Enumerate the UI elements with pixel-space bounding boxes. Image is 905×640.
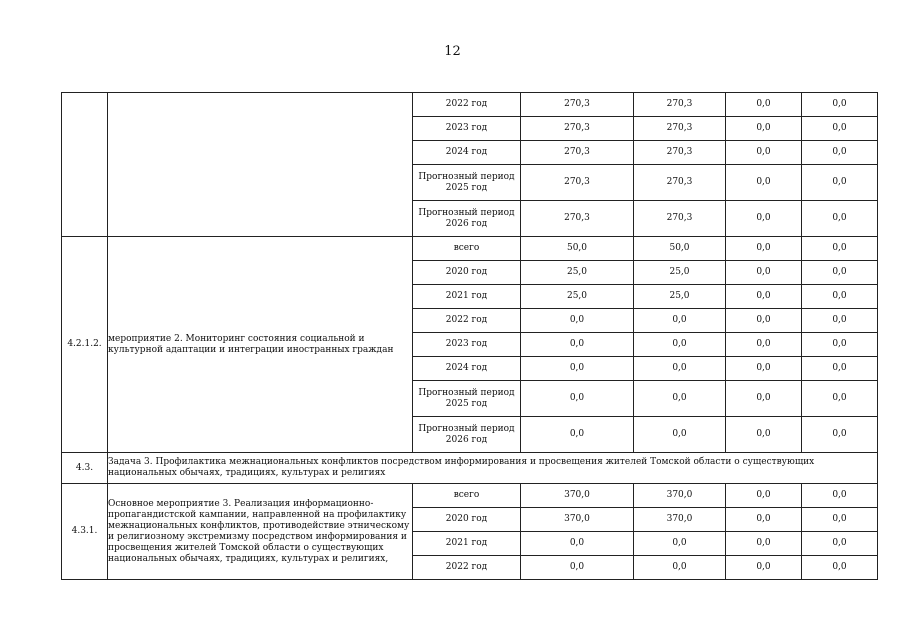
task-text: Задача 3. Профилактика межнациональных конфликтов посредством информирования и просвещения жителей Томской области о существующих национальных обычаях, традициях, культурах и религиях [108,453,878,484]
value-cell: 0,0 [726,532,802,556]
value-cell: 0,0 [726,165,802,201]
value-cell: 270,3 [634,141,726,165]
value-cell: 0,0 [726,333,802,357]
value-cell: 0,0 [521,532,634,556]
value-cell: 270,3 [521,141,634,165]
period-cell: 2020 год [413,261,521,285]
value-cell: 0,0 [726,381,802,417]
value-cell: 0,0 [802,381,878,417]
value-cell: 270,3 [521,93,634,117]
period-cell: Прогнозный период 2026 год [413,417,521,453]
period-cell: 2021 год [413,285,521,309]
value-cell: 0,0 [634,532,726,556]
period-cell: Прогнозный период 2026 год [413,201,521,237]
value-cell: 370,0 [634,484,726,508]
value-cell: 370,0 [634,508,726,532]
value-cell: 0,0 [802,165,878,201]
value-cell: 0,0 [802,417,878,453]
value-cell: 0,0 [726,508,802,532]
value-cell: 0,0 [802,93,878,117]
value-cell: 270,3 [634,165,726,201]
period-cell: всего [413,484,521,508]
value-cell: 0,0 [802,201,878,237]
value-cell: 0,0 [726,141,802,165]
row-description: Основное мероприятие 3. Реализация информационно-пропагандистской кампании, направленной на профилактику межнациональных конфликтов, противодействие этническому и религиозному экстремизму посредством информирования и просвещения жителей Томской области о существующих национальных обычаях, традициях, культурах и религиях, [108,484,413,580]
value-cell: 0,0 [634,333,726,357]
value-cell: 0,0 [521,556,634,580]
value-cell: 0,0 [726,484,802,508]
table-row [62,484,878,508]
value-cell: 270,3 [634,93,726,117]
value-cell: 25,0 [521,285,634,309]
table-row [62,237,878,261]
value-cell: 0,0 [802,556,878,580]
value-cell: 270,3 [521,117,634,141]
value-cell: 0,0 [634,357,726,381]
value-cell: 0,0 [634,417,726,453]
value-cell: 0,0 [521,309,634,333]
value-cell: 25,0 [634,261,726,285]
value-cell: 0,0 [726,556,802,580]
value-cell: 0,0 [521,333,634,357]
value-cell: 0,0 [802,357,878,381]
period-cell: 2021 год [413,532,521,556]
value-cell: 370,0 [521,508,634,532]
value-cell: 0,0 [726,93,802,117]
value-cell: 0,0 [802,532,878,556]
value-cell: 0,0 [726,357,802,381]
value-cell: 0,0 [802,285,878,309]
value-cell: 0,0 [802,237,878,261]
value-cell: 0,0 [802,484,878,508]
value-cell: 0,0 [634,309,726,333]
value-cell: 0,0 [802,141,878,165]
value-cell: 270,3 [634,201,726,237]
value-cell: 0,0 [802,333,878,357]
value-cell: 0,0 [802,508,878,532]
period-cell: 2023 год [413,333,521,357]
value-cell: 25,0 [521,261,634,285]
value-cell: 50,0 [634,237,726,261]
row-code [62,93,108,237]
value-cell: 0,0 [726,417,802,453]
row-code: 4.2.1.2. [62,237,108,453]
period-cell: 2022 год [413,556,521,580]
row-description [108,93,413,237]
period-cell: 2022 год [413,93,521,117]
task-row [62,453,878,484]
value-cell: 0,0 [726,285,802,309]
task-code: 4.3. [62,453,108,484]
budget-table [61,92,878,580]
value-cell: 0,0 [802,261,878,285]
value-cell: 0,0 [726,117,802,141]
value-cell: 0,0 [726,201,802,237]
value-cell: 270,3 [521,165,634,201]
value-cell: 0,0 [521,417,634,453]
value-cell: 0,0 [634,381,726,417]
period-cell: 2020 год [413,508,521,532]
period-cell: всего [413,237,521,261]
value-cell: 0,0 [726,309,802,333]
value-cell: 0,0 [634,556,726,580]
page-number: 12 [444,44,461,59]
value-cell: 50,0 [521,237,634,261]
period-cell: 2023 год [413,117,521,141]
row-code: 4.3.1. [62,484,108,580]
value-cell: 0,0 [802,117,878,141]
period-cell: 2024 год [413,357,521,381]
value-cell: 0,0 [521,357,634,381]
value-cell: 0,0 [802,309,878,333]
value-cell: 370,0 [521,484,634,508]
table-row [62,93,878,117]
value-cell: 270,3 [521,201,634,237]
period-cell: 2022 год [413,309,521,333]
value-cell: 25,0 [634,285,726,309]
period-cell: Прогнозный период 2025 год [413,165,521,201]
period-cell: Прогнозный период 2025 год [413,381,521,417]
value-cell: 270,3 [634,117,726,141]
period-cell: 2024 год [413,141,521,165]
value-cell: 0,0 [726,237,802,261]
value-cell: 0,0 [726,261,802,285]
row-description: мероприятие 2. Мониторинг состояния социальной и культурной адаптации и интеграции иностранных граждан [108,237,413,453]
value-cell: 0,0 [521,381,634,417]
